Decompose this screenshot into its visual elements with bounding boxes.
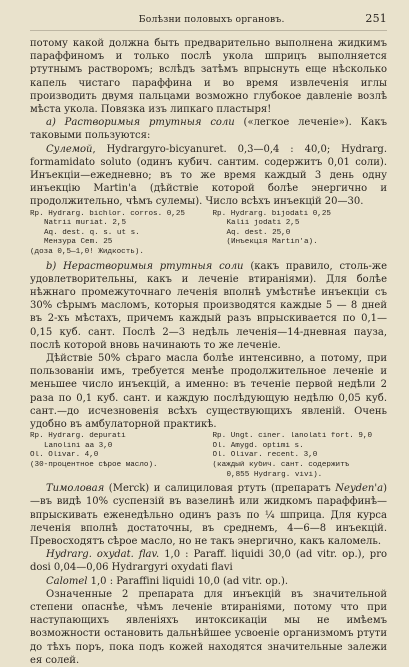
rx-line: Aq. dest. q. s. ut s. [44,228,140,237]
paragraph-thymol [30,482,387,548]
section-heading-soluble: a) Растворимыя ртутныя соли [46,117,235,129]
paragraph-oxydat-text: 1,0 : Paraff. liquidi 30,0 (ad vitr. op.), pro dosi 0,04—0,06 Hydrargyri oxydati flavi [30,549,388,574]
page-number: 251 [365,12,387,25]
rx-line: Ol. Amygd. optimi s. [212,441,304,450]
paragraph-oxydat [30,548,387,574]
rx-line: Rp. Hydrarg. bichlor. corros. 0,25 [30,209,185,218]
paragraph-calomel [30,575,387,588]
rx-line: Ol. Olivar. 4,0 [30,451,99,460]
rx-line: (каждый кубич. сант. содержитъ [212,461,350,470]
paragraph-sublimate-text: , Hydrargyro-bicyanuret. 0,3—0,4 : 40,0; Hydrarg. formamidato soluto (одинъ кубич. сантим. содержитъ 0,01 соли). Инъекціи—ежедневно; въ то же время каждый 3 день одну инъекцію Martin'а (дѣйствіе которой болѣе энергично и продолжительно, чѣмъ сулемы). Число всѣхъ инъекцій 20—30. [30,143,387,208]
prescription-left [30,432,205,480]
header-title: Болѣзни половыхъ органовъ. [138,14,285,25]
section-heading-insoluble: b) Нерастворимыя ртутныя соли [46,260,244,272]
paragraph-thymol-text: )—въ видѣ 10% суспензій въ вазелинѣ или жидкомъ параффинѣ—впрыскивать еженедѣльно одинъ разъ по ¼ шприца. Для курса леченія вполнѣ достаточны, въ среднемъ, 4—6—8 инъекцій. Превосходятъ сѣрое масло, но не такъ энергично, какъ каломель. [30,483,387,548]
rx-line: Kalii jodati 2,5 [226,219,300,228]
term-sublimate: Сулемой [46,143,93,155]
rx-line: Rp. Hydrarg. bijodati 0,25 [212,209,331,218]
rx-line: Lanolini aa 3,0 [44,441,113,450]
paragraph-insoluble-salts [30,260,387,352]
prescription-left [30,210,205,258]
rx-line: Rp. Hydrarg. depurati [30,432,126,441]
paragraph-calomel-text: 1,0 : Paraffini liquidi 10,0 (ad vitr. op.). [87,575,289,587]
prescription-right [213,432,388,480]
paragraph-sublimate [30,143,387,209]
prescription-block-1 [30,210,387,258]
paragraph-soluble-salts [30,116,387,142]
rx-line: Ol. Olivar. recent. 3,0 [212,451,318,460]
prescription-right [213,210,388,258]
page-body [30,37,387,667]
rx-line: (доза 0,5—1,0! Жидкость). [30,248,144,257]
term-thymol: Тимоловая [46,483,105,495]
rx-line: (Инъекція Martin'a). [226,238,318,247]
paragraph-continuation: потому какой должна быть предварительно выполнена жидкимъ параффиномъ и только послѣ укола шприцъ выполняется ртутнымъ растворомъ; вслѣдъ затѣмъ впрыснуть еще нѣсколько капель чистаго параффина и во время извлеченія иглы производить двумя пальцами возможно глубокое давленіе возлѣ мѣста укола. Повязка изъ липкаго пластыря! [30,38,387,116]
rx-line: 0,855 Hydrarg. vivi). [226,470,323,479]
paragraph-conclusion: Означенные 2 препарата для инъекцій въ значительной степени опаснѣе, чѣмъ леченіе втираніями, потому что при наступающихъ явленіяхъ интоксикаціи мы не имѣемъ возможности остановить дальнѣйшее усвоеніе организмомъ ртути до тѣхъ поръ, пока подъ кожей находятся значительные залежи ея солей. [30,588,387,666]
prescription-block-2 [30,432,387,480]
rx-line: Natrii muriat. 2,5 [44,219,127,228]
paragraph-insoluble-text: (какъ правило, столь-же удовлетворительны, какъ и леченіе втираніями). Для болѣе нѣжнаго промежуточнаго леченія вполнѣ умѣстнѣе инъекціи съ 30% сѣрымъ масломъ, которыя производятся каждые 5 — 8 дней въ 2-хъ мѣстахъ, причемъ каждый разъ впрыскивается по 0,1—0,15 куб. сант. Послѣ 2—3 недѣль леченія—14-дневная пауза, послѣ которой вновь начинають то же леченіе. [30,260,387,351]
paragraph-grey-oil: Дѣйствіе 50% сѣраго масла болѣе интенсивно, а потому, при пользованіи имъ, требуется менѣе продолжительное леченіе и меньшее число инъекцій, а именно: въ теченіе первой недѣли 2 раза по 0,1 куб. сант. и каждую послѣдующую недѣлю 0,05 куб. сант.—до исчезновенія всѣхъ существующихъ явленій. Очень удобно въ амбулаторной практикѣ. [30,353,387,431]
rx-line: Мензура Cem. 25 [44,238,113,247]
term-oxydat: Hydrarg. oxydat. flav. [46,549,160,561]
running-header [30,12,387,31]
rx-line: Rp. Ungt. ciner. lanolati fort. 9,0 [212,432,372,441]
paragraph-soluble-text: («легкое леченіе»). Какъ таковыми пользуются: [30,117,387,142]
term-calomel: Calomel [46,575,88,587]
rx-line: (30-процентное сѣрое масло). [30,461,158,470]
rx-line: Aq. dest. 25,0 [226,228,291,237]
term-neyden: Neyden'а [335,483,384,495]
paragraph-thymol-mid: (Merck) и салициловая ртуть (препаратъ [104,483,336,495]
